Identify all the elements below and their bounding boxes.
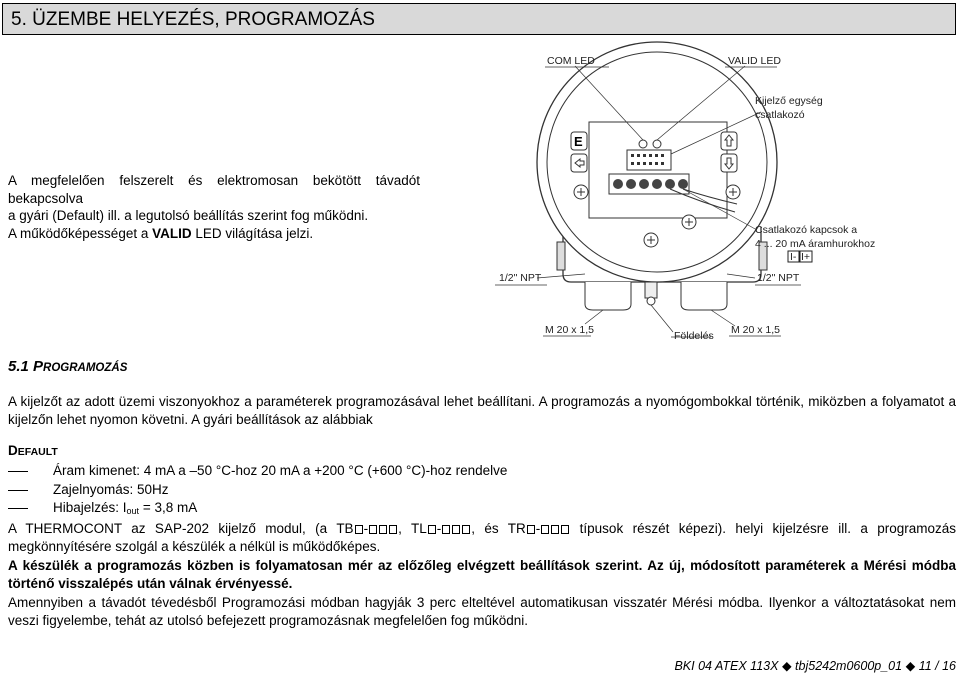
display-connector-label-2: csatlakozó [755,109,805,121]
section-title: 5.1 PROGRAMOZÁS [8,358,128,375]
display-connector-icon [627,150,671,170]
terminal-label-1: Csatlakozó kapcsok a [755,224,858,236]
npt-right-label: 1/2" NPT [757,272,800,284]
placeholder-box [369,525,377,534]
default-item-current-output: Áram kimenet: 4 mA a –50 °C-hoz 20 mA a +200 °C (+600 °C)-hoz rendelve [8,463,507,478]
m20-right-label: M 20 x 1,5 [731,324,781,336]
placeholder-box [551,525,559,534]
placeholder-box [462,525,470,534]
leader-npt-left [537,274,585,278]
page-footer: BKI 04 ATEX 113X ◆ tbj5242m0600p_01 ◆ 11 / 16 [674,659,956,673]
placeholder-box [442,525,450,534]
plus-sign: I+ [801,251,811,263]
terminal-label-2: 4 ... 20 mA áramhurokhoz [755,238,876,250]
paragraph-thermocont: A THERMOCONT az SAP-202 kijelző modul, (a TB - , TL - , és TR - típusok részét képezi). helyi kijelzésre ill. a programozás megkönnyítésére szolgál a készülék a nélkül is működőképes. [8,521,957,554]
side-boss-left [557,242,565,270]
default-item-error-signal: Hibajelzés: $I_{out} = 3,8$ mA [8,500,197,516]
ground-stud [645,282,657,298]
m20-left-label: M 20 x 1,5 [545,324,595,336]
transmitter-diagram [485,42,876,342]
e-key-icon [571,132,587,150]
paragraph-measurement-during-programming: A készülék a programozás közben is folyamatosan mér az előzőleg elvégzett beállítások szerint. Az új, módosított paraméterek a Mérési módba történő visszalépés után válnak érvényessé. [8,558,956,591]
leader-m20-left [585,310,603,324]
diamond-icon: ◆ [905,659,916,673]
valid-led-label: VALID LED [728,55,781,67]
valid-led-icon [653,140,661,148]
paragraph-programming-intro: A kijelzőt az adott üzemi viszonyokhoz a paraméterek programozásával lehet beállítani. A programozás a nyomógombokkal történik, miközben a folyamatot a kijelzőn lehet nyomon követni. A gyári beállítások az alábbiak [8,394,956,427]
com-led-label: COM LED [547,55,595,67]
mounting-screw-left-icon [574,185,588,199]
placeholder-box [527,525,535,534]
placeholder-box [452,525,460,534]
header-bar [2,3,956,35]
grounding-label: Földelés [674,330,714,342]
placeholder-box [355,525,363,534]
mounting-screw-bottom-icon [644,233,658,247]
mounting-screw-center-icon [682,215,696,229]
intro-line-1: A megfelelően felszerelt és elektromosan bekötött távadót bekapcsolva [8,173,420,206]
mounting-screw-right-icon [726,185,740,199]
left-arrow-key-icon [571,154,587,172]
cable-gland-left [585,282,631,310]
valid-led-label: VALID [152,225,192,241]
display-connector-label-1: Kijelző egység [755,95,823,107]
ground-screw [647,297,655,305]
intro-text [8,172,420,242]
placeholder-box [428,525,436,534]
placeholder-box [541,525,549,534]
paragraph-timeout: Amennyiben a távadót tévedésből Programozási módban hagyják 3 perc elteltével automatikusan visszatér Mérési módba. Ilyenkor a változtatásokat nem veszi figyelembe, tehát az utolsó befejezett programozásnak megfelelően fog működni. [8,595,956,628]
page-title: 5. ÜZEMBE HELYEZÉS, PROGRAMOZÁS [11,9,375,30]
placeholder-box [561,525,569,534]
intro-line-3: A működőképességet a VALID LED világítása jelzi. [8,225,314,241]
placeholder-box [389,525,397,534]
placeholder-box [379,525,387,534]
com-led-icon [639,140,647,148]
npt-left-label: 1/2" NPT [499,272,542,284]
default-item-noise-suppression: Zajelnyomás: 50Hz [8,482,169,497]
minus-sign: I- [790,251,797,263]
leader-npt-right [727,274,755,278]
terminal-polarity [788,251,812,263]
svg-text:E: E [574,134,583,149]
default-heading: DEFAULT [8,443,58,458]
intro-line-2: a gyári (Default) ill. a legutolsó beállítás szerint fog működni. [8,208,369,223]
down-arrow-key-icon [721,154,737,172]
leader-ground [651,305,673,332]
up-arrow-key-icon [721,132,737,150]
diamond-icon: ◆ [781,659,792,673]
cable-gland-right [681,282,727,310]
